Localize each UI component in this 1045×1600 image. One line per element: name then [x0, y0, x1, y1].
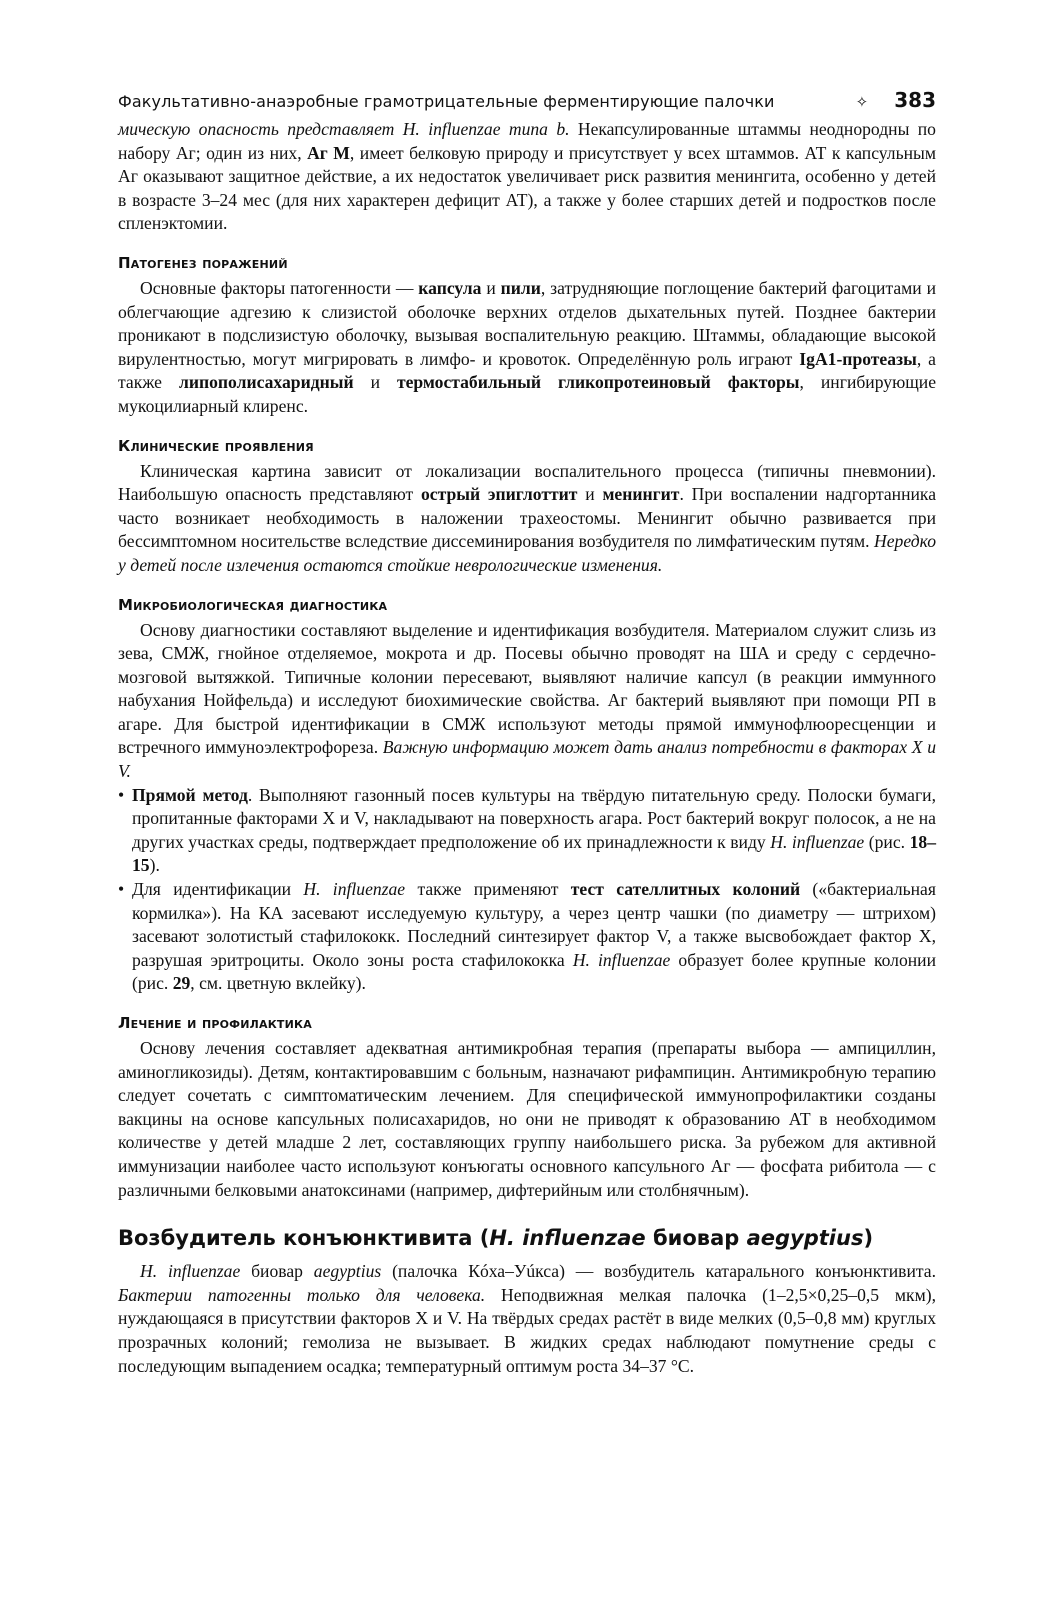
text-run: (рис. — [864, 831, 910, 852]
term-pili: пили — [500, 277, 541, 298]
conjunctivitis-heading — [118, 1226, 936, 1250]
text-run: Основные факторы патогенности — — [140, 277, 419, 298]
term-iga-protease: IgA1-протеазы — [799, 348, 917, 369]
term-meningitis: менингит — [602, 484, 680, 505]
biovar-name: aegyptius — [313, 1261, 382, 1282]
running-header — [118, 88, 936, 118]
pathogenesis-paragraph — [118, 277, 936, 419]
text-run: Клиническая картина зависит от локализации воспалительного процесса (типичны пневмонии). Наибольшую опасность представляют — [118, 460, 936, 505]
intro-italic: мическую опасность представляет H. influenzae типа b. — [118, 119, 570, 139]
treatment-heading: Лечение и профилактика — [118, 1014, 312, 1032]
list-item-direct-method — [118, 784, 936, 878]
clinical-paragraph — [118, 460, 936, 578]
book-page — [118, 88, 936, 1378]
text-run: . Выполняют газонный посев культуры на твёрдую питательную среду. Полоски бумаги, пропитанные факторами X и V, накладывают на поверхность агара. Рост бактерий вокруг полосок, а не на других участках среды, подтверждает предположение об их принадлежности к виду — [132, 784, 936, 852]
treatment-paragraph: Основу лечения составляет адекватная антимикробная терапия (препараты выбора — ампициллин, аминогликозиды). Детям, контактировавшим с больным, назначают рифампицин. Антимикробную терапию следует сочетать с симптоматическим лечением. Для специфической иммунопрофилактики созданы вакцины на основе капсульных полисахаридов, но они не приводят к образованию АТ в необходимом количестве у детей младше 2 лет, составляющих группу наибольшего риска. За рубежом для активной иммунизации наиболее часто используют конъюгаты основного капсульного Аг — фосфата рибитола — с различными белковыми анатоксинами (например, дифтерийным или столбнячным). — [118, 1038, 936, 1200]
italic-note: Бактерии патогенны только для человека. — [118, 1284, 486, 1305]
conjunctivitis-paragraph — [118, 1260, 936, 1378]
intro-paragraph — [118, 118, 936, 236]
diagnostics-list — [118, 784, 936, 996]
text-run: Неподвижная мелкая палочка (1–2,5×0,25–0,5 мкм), нуждающаяся в присутствии факторов X и V. На твёрдых средах растёт в виде мелких (0,5–0,8 мм) круглых прозрачных колоний; гемолиза не вызывает. В жидких средах наблюдают помутнение среды с последующим выпадением осадка; температурный оптимум роста 34–37 °С. — [118, 1284, 936, 1376]
text-run: биовар — [240, 1261, 314, 1282]
species-name: H. influenzae — [572, 949, 671, 970]
text-run: , ингибирующие мукоцилиарный клиренс. — [118, 372, 937, 416]
text-run: и — [481, 277, 501, 298]
list-item-satellite-test — [118, 878, 936, 996]
text-run: (палочка Кóха–Уúкса) — возбудитель катарального конъюнктивита. — [381, 1261, 936, 1282]
text-run: и — [577, 484, 603, 505]
figure-ref: 29 — [172, 973, 191, 994]
text-run: , а также — [118, 348, 936, 393]
species-name: H. influenzae — [303, 879, 406, 900]
intro-text-2: , имеет белковую природу и присутствует у всех штаммов. АТ к капсульным Аг оказывают защитное действие, а их недостаток увеличивает риск развития менингита, особенно у детей в возрасте 3–24 мес (для них характерен дефицит АТ), а также у более старших детей и подростков после спленэктомии. — [118, 142, 936, 234]
term-capsule: капсула — [418, 277, 482, 298]
figure-ref: 18–15 — [132, 831, 936, 876]
text-run: биовар — [645, 1226, 747, 1251]
species-name: H. influenzae — [770, 831, 865, 852]
species-name: H. influenzae — [489, 1226, 646, 1251]
text-run: ) — [863, 1226, 874, 1251]
biovar-name: aegyptius — [746, 1226, 864, 1251]
pathogenesis-heading: Патогенез поражений — [118, 253, 288, 272]
diagnostics-heading: Микробиологическая диагностика — [118, 595, 388, 614]
text-run: образует более крупные колонии (рис. — [132, 949, 936, 994]
running-title: Факультативно-анаэробные грамотрицательные ферментирующие палочки — [118, 92, 775, 111]
intro-text: Некапсулированные штаммы неоднородны по набору Аг; один из них, — [118, 119, 936, 163]
intro-bold: Аг М — [307, 142, 350, 163]
term-glycoprotein: термостабильный гликопротеиновый факторы — [396, 372, 800, 393]
term-epiglottitis: острый эпиглоттит — [421, 484, 578, 505]
diagnostics-paragraph — [118, 619, 936, 784]
clinical-heading: Клинические проявления — [118, 436, 314, 455]
text-run: . При воспалении надгортанника часто возникает необходимость в наложении трахеостомы. Менингит обычно развивается при бессимптомном носительстве вследствие диссеминирования возбудителя по лимфатическим путям. — [118, 484, 936, 552]
text-run: также применяют — [405, 879, 571, 900]
header-right — [856, 88, 936, 112]
text-run: Основу диагностики составляют выделение и идентификация возбудителя. Материалом служит слизь из зева, СМЖ, гнойное отделяемое, мокрота и др. Посевы обычно проводят на ШA и среду с сердечно-мозговой вытяжкой. Типичные колонии пересевают, выявляют наличие капсул (в реакции иммунного набухания Нойфельда) и исследуют биохимические свойства. Аг бактерий выявляют при помощи РП в агаре. Для быстрой идентификации в СМЖ используют методы прямой иммунофлюоресценции и встречного иммуноэлектрофореза. — [118, 619, 936, 758]
italic-note: Нередко у детей после излечения остаются стойкие неврологические изменения. — [118, 531, 936, 575]
species-name: H. influenzae — [140, 1261, 241, 1282]
term-satellite-test: тест сателлитных колоний — [570, 879, 801, 900]
text-run: ). — [149, 855, 160, 876]
text-run: , затрудняющие поглощение бактерий фагоцитами и облегчающие адгезию к слизистой оболочке верхних отделов дыхательных путей. Позднее бактерии проникают в подслизистую оболочку, вызывая воспалительную реакцию. Штаммы, обладающие высокой вирулентностью, могут мигрировать в лимфо- и кровоток. Определённую роль играют — [118, 277, 936, 369]
term-lps: липополисахаридный — [178, 372, 354, 393]
page-number: 383 — [894, 88, 936, 112]
italic-note: Важную информацию может дать анализ потребности в факторах X и V. — [118, 737, 936, 782]
text-run: , см. цветную вклейку). — [190, 973, 366, 994]
text-run: Возбудитель конъюнктивита ( — [118, 1226, 490, 1251]
text-run: Для идентификации — [132, 879, 304, 900]
term-direct-method: Прямой метод — [132, 784, 248, 805]
text-run: («бактериальная кормилка»). На КА засевают исследуемую культуру, а через центр чашки (по диаметру — штрихом) засевают золотистый стафилококк. Последний синтезирует фактор V, а также высвобождает фактор X, разрушая эритроциты. Около зоны роста стафилококка — [132, 879, 936, 970]
text-run: и — [353, 372, 397, 393]
diamond-icon: ✧ — [855, 93, 869, 111]
